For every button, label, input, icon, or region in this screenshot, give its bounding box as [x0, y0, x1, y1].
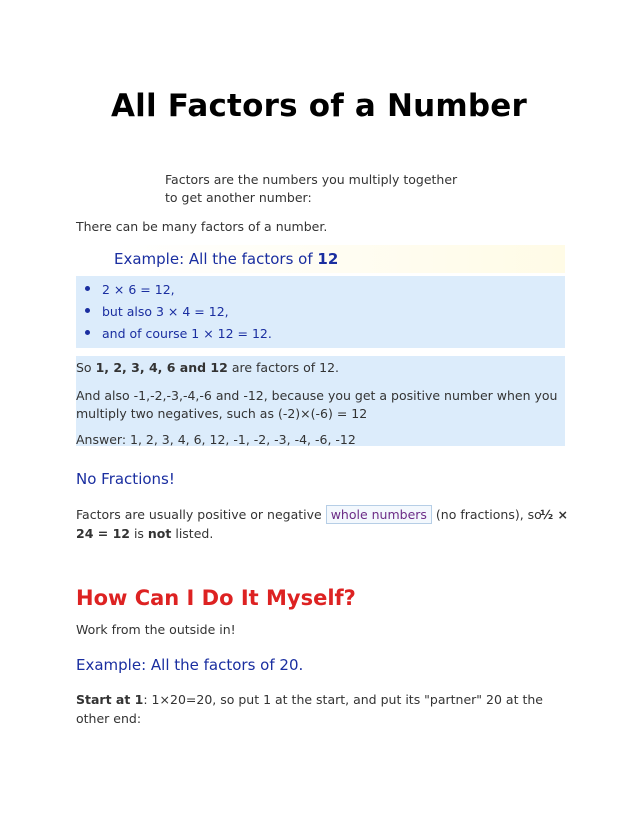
- list-item-text: 2 × 6 = 12,: [102, 282, 175, 297]
- twenty-four-bold: 24 = 12: [76, 526, 130, 541]
- bullet-icon: [85, 330, 90, 335]
- example-20-heading: Example: All the factors of 20.: [76, 656, 304, 674]
- many-factors-text: There can be many factors of a number.: [76, 219, 328, 234]
- text-before-link: Factors are usually positive or negative: [76, 507, 326, 522]
- so-prefix: So: [76, 360, 96, 375]
- not-bold: not: [147, 526, 172, 541]
- start-line-1: [76, 690, 568, 709]
- text-after-link: (no fractions), so: [431, 507, 542, 522]
- start-at-one-text: [76, 690, 568, 728]
- example-12-list: [76, 276, 565, 348]
- page-title: All Factors of a Number: [110, 88, 528, 124]
- no-fractions-line-1: [76, 505, 568, 524]
- bullet-icon: [85, 286, 90, 291]
- example-12-heading-prefix: Example: All the factors of: [114, 250, 318, 268]
- how-to-heading: How Can I Do It Myself?: [76, 586, 356, 610]
- negatives-line-2: multiply two negatives, such as (-2)×(-6) = 12: [76, 406, 368, 421]
- list-item-text: but also 3 × 4 = 12,: [102, 304, 229, 319]
- example-12-heading: [76, 245, 565, 273]
- list-item-text: and of course 1 × 12 = 12.: [102, 326, 272, 341]
- whole-numbers-link[interactable]: whole numbers: [326, 505, 432, 524]
- half-times-bold: ½ ×: [540, 507, 568, 522]
- no-fractions-text: [76, 505, 568, 543]
- is-text: is: [129, 526, 148, 541]
- intro-line-2: to get another number:: [165, 190, 312, 205]
- example-12-body: [76, 356, 565, 446]
- so-suffix: are factors of 12.: [227, 360, 340, 375]
- intro-line-1: Factors are the numbers you multiply together: [165, 172, 458, 187]
- start-line-1-rest: : 1×20=20, so put 1 at the start, and put its "partner" 20 at the: [143, 692, 543, 707]
- answer-line: Answer: 1, 2, 3, 4, 6, 12, -1, -2, -3, -4, -6, -12: [76, 432, 356, 447]
- start-line-2: other end:: [76, 711, 142, 726]
- bullet-icon: [85, 308, 90, 313]
- negatives-line-1: And also -1,-2,-3,-4,-6 and -12, because you get a positive number when you: [76, 388, 558, 403]
- so-factors-bold: 1, 2, 3, 4, 6 and 12: [95, 360, 228, 375]
- no-fractions-line-2: [76, 524, 568, 543]
- start-at-one-bold: Start at 1: [76, 692, 144, 707]
- outside-in-text: Work from the outside in!: [76, 622, 236, 637]
- example-12-heading-text: [114, 250, 338, 268]
- no-fractions-heading: No Fractions!: [76, 470, 175, 488]
- intro-text: [165, 171, 485, 207]
- example-12-heading-number: 12: [317, 250, 339, 268]
- listed-text: listed.: [171, 526, 214, 541]
- so-factors-line: [76, 360, 339, 375]
